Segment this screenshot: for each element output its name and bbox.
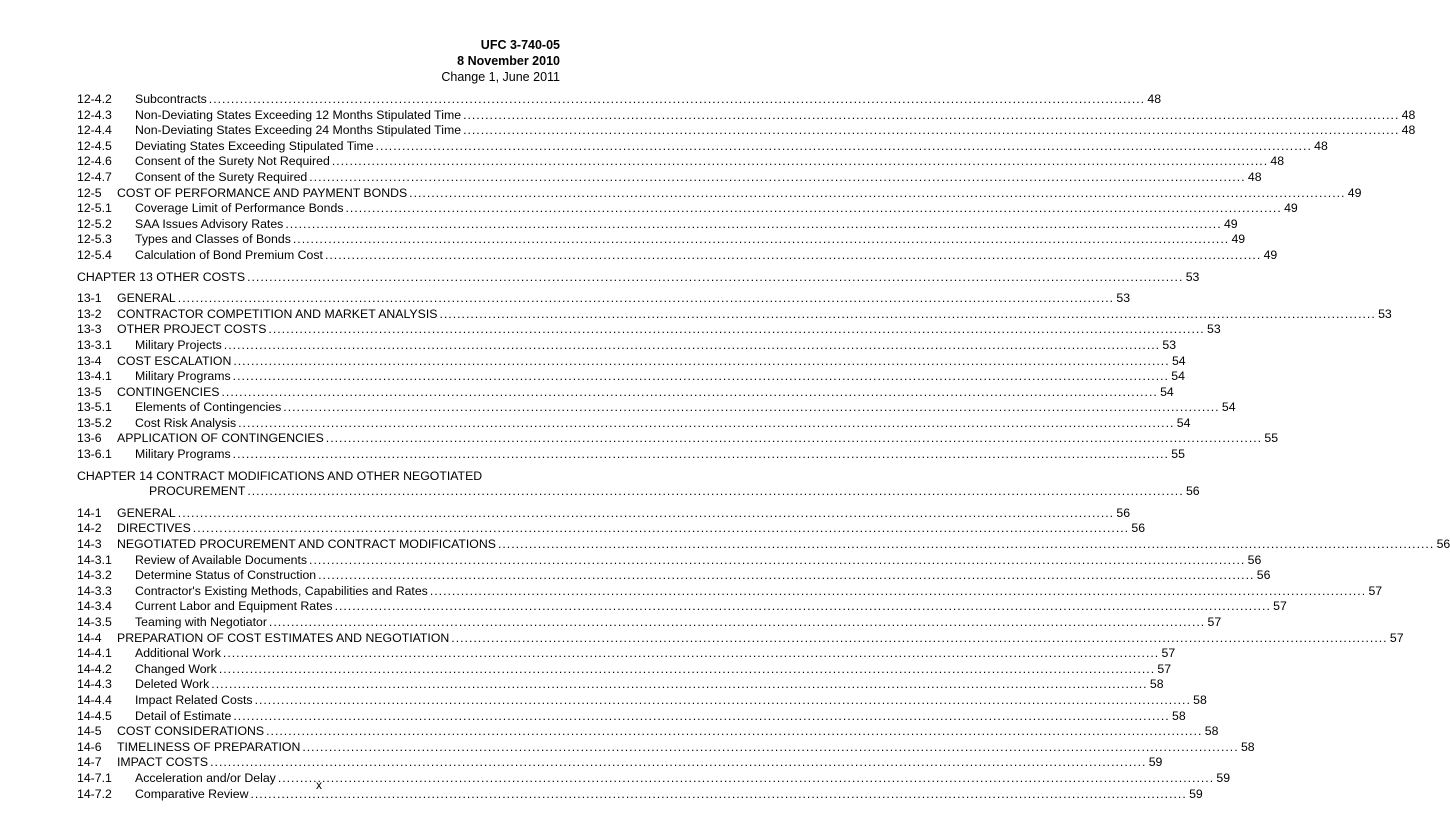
toc-page-number: 49 bbox=[1284, 201, 1298, 216]
toc-section-number: 14-3.3 bbox=[77, 583, 112, 598]
toc-section-title: Coverage Limit of Performance Bonds bbox=[135, 201, 344, 216]
toc-entry[interactable] bbox=[77, 755, 1163, 771]
toc-entry[interactable] bbox=[77, 169, 1262, 186]
toc-entry[interactable] bbox=[77, 216, 1238, 233]
toc-section-number: 14-1 bbox=[77, 505, 102, 520]
toc-section-number: 13-4 bbox=[77, 353, 102, 368]
toc-section-number: 12-5.3 bbox=[77, 232, 112, 247]
toc-section-number: 13-6 bbox=[77, 431, 102, 446]
toc-section-number: 14-3 bbox=[77, 537, 102, 552]
toc-page-number: 56 bbox=[1185, 484, 1200, 499]
toc-section-number: 13-5.2 bbox=[77, 415, 112, 430]
toc-page-number: 54 bbox=[1221, 400, 1236, 415]
toc-page-number: 53 bbox=[1185, 269, 1200, 284]
toc-section-title: Elements of Contingencies bbox=[135, 400, 282, 415]
toc-page-number: 53 bbox=[1207, 322, 1221, 337]
toc-section-number: 13-3 bbox=[77, 322, 102, 337]
toc-section-title: SAA Issues Advisory Rates bbox=[135, 216, 284, 231]
toc-entry[interactable] bbox=[77, 615, 1222, 631]
toc-chapter-14-line2[interactable] bbox=[77, 484, 1200, 500]
toc-section-number: 14-7.2 bbox=[77, 786, 112, 801]
change-notice: Change 1, June 2011 bbox=[441, 70, 560, 84]
toc-page-number: 49 bbox=[1347, 185, 1362, 200]
toc-page-number: 48 bbox=[1247, 169, 1262, 184]
toc-page-number: 58 bbox=[1204, 724, 1219, 739]
toc-section-title: CONTRACTOR COMPETITION AND MARKET ANALYSIS bbox=[117, 306, 438, 321]
toc-section-number: 14-2 bbox=[77, 521, 102, 536]
toc-entry[interactable] bbox=[77, 232, 1246, 248]
toc-entry[interactable] bbox=[77, 568, 1271, 584]
toc-section-title: Detail of Estimate bbox=[135, 708, 232, 723]
toc-entry[interactable] bbox=[77, 107, 1416, 124]
toc-entry[interactable] bbox=[77, 185, 1362, 202]
toc-page-number: 48 bbox=[1314, 138, 1328, 153]
toc-page-number: 55 bbox=[1264, 431, 1279, 446]
toc-section-number: 14-4.2 bbox=[77, 661, 112, 676]
document-id: UFC 3-740-05 bbox=[480, 38, 560, 52]
toc-section-number: 13-5 bbox=[77, 384, 102, 399]
toc-entry[interactable] bbox=[77, 291, 1131, 307]
toc-group-chapter-12 bbox=[77, 92, 1416, 264]
toc-section-number: 14-4.1 bbox=[77, 646, 112, 661]
toc-section-number: 14-3.5 bbox=[77, 615, 112, 629]
toc-section-title: Military Programs bbox=[135, 369, 231, 384]
toc-entry[interactable] bbox=[77, 154, 1285, 170]
toc-page-number: 56 bbox=[1436, 537, 1450, 552]
toc-section-number: 14-4.4 bbox=[77, 692, 112, 707]
toc-section-number: 13-3.1 bbox=[77, 337, 112, 352]
toc-section-number: 12-5 bbox=[77, 185, 102, 200]
toc-entry[interactable] bbox=[77, 384, 1174, 401]
toc-section-title: APPLICATION OF CONTINGENCIES bbox=[117, 431, 324, 446]
toc-section-number: 13-2 bbox=[77, 306, 102, 321]
toc-page-number: 48 bbox=[1401, 123, 1416, 138]
toc-section-title: Subcontracts bbox=[135, 92, 207, 106]
toc-section-number: 13-1 bbox=[77, 291, 102, 306]
toc-entry[interactable] bbox=[77, 599, 1287, 615]
toc-section-title: CONTINGENCIES bbox=[117, 384, 220, 399]
toc-section-title: Teaming with Negotiator bbox=[135, 615, 267, 629]
toc-entry[interactable] bbox=[77, 92, 1162, 108]
toc-page-number: 55 bbox=[1171, 447, 1185, 462]
toc-entry[interactable] bbox=[77, 739, 1255, 756]
toc-section-title: Cost Risk Analysis bbox=[135, 415, 237, 430]
toc-page-number: 58 bbox=[1149, 677, 1164, 692]
toc-section-number: 13-5.1 bbox=[77, 400, 112, 415]
toc-section-number: 14-3.4 bbox=[77, 599, 112, 614]
toc-page-number: 48 bbox=[1147, 92, 1162, 106]
toc-section-title: Deleted Work bbox=[135, 677, 210, 692]
toc-section-number: 12-4.4 bbox=[77, 123, 112, 138]
toc-section-title: Non-Deviating States Exceeding 24 Months Stipulated Time bbox=[135, 123, 462, 138]
toc-section-number: 14-4 bbox=[77, 630, 102, 645]
toc-entry[interactable] bbox=[77, 646, 1176, 662]
toc-section-title: COST CONSIDERATIONS bbox=[117, 724, 265, 739]
page-number-footer: x bbox=[316, 778, 322, 792]
toc-entry[interactable] bbox=[77, 306, 1392, 323]
toc-section-number: 13-6.1 bbox=[77, 447, 112, 462]
table-of-contents bbox=[77, 92, 1450, 802]
toc-section-number: 14-3.2 bbox=[77, 568, 112, 583]
toc-page-number: 54 bbox=[1171, 353, 1186, 368]
toc-page-number: 53 bbox=[1116, 291, 1131, 306]
toc-page-number: 48 bbox=[1270, 154, 1285, 169]
toc-entry[interactable] bbox=[77, 537, 1450, 553]
toc-page-number: 59 bbox=[1148, 755, 1163, 770]
toc-page-number: 58 bbox=[1240, 739, 1255, 754]
toc-page-number: 56 bbox=[1256, 568, 1271, 583]
toc-section-title: COST OF PERFORMANCE AND PAYMENT BONDS bbox=[117, 185, 408, 200]
toc-section-title: Acceleration and/or Delay bbox=[135, 770, 276, 785]
toc-section-number: 14-3.1 bbox=[77, 552, 112, 567]
toc-entry[interactable] bbox=[77, 138, 1328, 155]
toc-section-number: 12-4.6 bbox=[77, 154, 112, 169]
toc-entry[interactable] bbox=[77, 201, 1298, 217]
toc-section-title: Consent of the Surety Required bbox=[135, 169, 308, 184]
toc-section-title: OTHER PROJECT COSTS bbox=[117, 322, 267, 337]
toc-section-title: TIMELINESS OF PREPARATION bbox=[117, 739, 301, 754]
toc-section-title: Calculation of Bond Premium Cost bbox=[135, 247, 323, 262]
toc-entry[interactable] bbox=[77, 400, 1236, 416]
toc-section-title: Review of Available Documents bbox=[135, 552, 308, 567]
toc-section-number: 14-4.5 bbox=[77, 708, 112, 723]
toc-page-number: 54 bbox=[1176, 415, 1191, 430]
toc-page-number: 58 bbox=[1171, 708, 1186, 723]
toc-section-number: 14-5 bbox=[77, 724, 102, 739]
toc-page-number: 54 bbox=[1160, 384, 1174, 399]
toc-section-title: Current Labor and Equipment Rates bbox=[135, 599, 333, 614]
toc-entry[interactable] bbox=[77, 521, 1146, 537]
toc-page-number: 57 bbox=[1389, 630, 1404, 645]
toc-group-chapter-14 bbox=[77, 505, 1450, 802]
toc-section-number: 14-6 bbox=[77, 739, 102, 754]
toc-entry[interactable] bbox=[77, 708, 1186, 725]
toc-section-title: Types and Classes of Bonds bbox=[135, 232, 291, 247]
toc-chapter-title: PROCUREMENT bbox=[149, 484, 246, 499]
toc-page-number: 57 bbox=[1368, 583, 1383, 598]
toc-section-number: 14-7.1 bbox=[77, 770, 112, 785]
toc-section-title: Military Programs bbox=[135, 447, 231, 462]
document-header bbox=[441, 37, 560, 85]
toc-section-title: NEGOTIATED PROCUREMENT AND CONTRACT MODIFICATIONS bbox=[117, 537, 496, 552]
toc-page-number: 49 bbox=[1223, 216, 1238, 231]
toc-section-number: 12-5.2 bbox=[77, 216, 112, 231]
toc-chapter-13[interactable] bbox=[77, 269, 1200, 286]
toc-entry[interactable] bbox=[77, 583, 1383, 600]
toc-page-number: 57 bbox=[1157, 661, 1172, 676]
toc-page-number: 56 bbox=[1116, 505, 1131, 520]
toc-entry[interactable] bbox=[77, 353, 1186, 370]
toc-page-number: 57 bbox=[1273, 599, 1287, 614]
toc-entry[interactable] bbox=[77, 431, 1279, 447]
toc-chapter-14-line1[interactable]: CHAPTER 14 CONTRACT MODIFICATIONS AND OTHER NEGOTIATED bbox=[77, 468, 483, 483]
toc-section-title: Non-Deviating States Exceeding 12 Months Stipulated Time bbox=[135, 107, 462, 122]
toc-section-title: PREPARATION OF COST ESTIMATES AND NEGOTIATION bbox=[117, 630, 450, 645]
toc-page-number: 54 bbox=[1171, 369, 1185, 384]
toc-page-number: 59 bbox=[1189, 786, 1203, 801]
toc-entry[interactable] bbox=[77, 692, 1207, 709]
toc-section-title: Military Projects bbox=[135, 337, 222, 352]
toc-entry[interactable] bbox=[77, 337, 1177, 354]
toc-entry[interactable] bbox=[77, 247, 1278, 264]
toc-entry[interactable] bbox=[77, 630, 1404, 647]
toc-section-title: GENERAL bbox=[117, 291, 176, 306]
toc-section-title: IMPACT COSTS bbox=[117, 755, 209, 770]
toc-section-number: 12-4.5 bbox=[77, 138, 112, 153]
toc-section-number: 12-4.7 bbox=[77, 169, 112, 184]
toc-section-number: 12-4.3 bbox=[77, 107, 112, 122]
toc-entry[interactable] bbox=[77, 415, 1191, 432]
toc-entry[interactable] bbox=[77, 677, 1164, 693]
toc-section-title: Consent of the Surety Not Required bbox=[135, 154, 330, 169]
toc-section-number: 12-5.1 bbox=[77, 201, 112, 216]
toc-page-number: 57 bbox=[1161, 646, 1176, 661]
toc-section-title: Determine Status of Construction bbox=[135, 568, 317, 583]
toc-entry[interactable] bbox=[77, 661, 1172, 678]
toc-page-number: 59 bbox=[1216, 770, 1231, 785]
toc-group-chapter-13 bbox=[77, 291, 1392, 463]
toc-page-number: 49 bbox=[1231, 232, 1246, 247]
toc-section-title: GENERAL bbox=[117, 505, 176, 520]
toc-page-number: 56 bbox=[1247, 552, 1262, 567]
toc-page-number: 57 bbox=[1207, 615, 1222, 629]
toc-entry[interactable] bbox=[77, 369, 1185, 385]
toc-section-number: 12-5.4 bbox=[77, 247, 112, 262]
toc-chapter-title: CHAPTER 13 OTHER COSTS bbox=[77, 269, 246, 284]
toc-section-number: 14-7 bbox=[77, 755, 102, 770]
toc-entry[interactable] bbox=[77, 505, 1131, 522]
toc-section-title: Impact Related Costs bbox=[135, 692, 253, 707]
toc-page-number: 58 bbox=[1193, 692, 1207, 707]
toc-entry[interactable] bbox=[77, 123, 1416, 139]
toc-page-number: 53 bbox=[1162, 337, 1177, 352]
toc-section-number: 13-4.1 bbox=[77, 369, 112, 384]
toc-section-number: 14-4.3 bbox=[77, 677, 112, 692]
toc-entry[interactable] bbox=[77, 322, 1221, 338]
toc-section-title: Changed Work bbox=[135, 661, 217, 676]
toc-page-number: 56 bbox=[1131, 521, 1146, 536]
toc-page-number: 49 bbox=[1263, 247, 1278, 262]
toc-section-title: Deviating States Exceeding Stipulated Time bbox=[135, 138, 374, 153]
toc-section-title: Additional Work bbox=[135, 646, 221, 661]
toc-section-title: Comparative Review bbox=[135, 786, 249, 801]
toc-section-title: COST ESCALATION bbox=[117, 353, 232, 368]
toc-page-number: 48 bbox=[1401, 107, 1416, 122]
document-date: 8 November 2010 bbox=[457, 54, 560, 68]
toc-entry[interactable] bbox=[77, 447, 1185, 463]
toc-entry[interactable] bbox=[77, 552, 1262, 569]
toc-section-title: Contractor's Existing Methods, Capabilities and Rates bbox=[135, 583, 428, 598]
toc-section-title: DIRECTIVES bbox=[117, 521, 191, 536]
toc-entry[interactable] bbox=[77, 724, 1219, 740]
toc-section-number: 12-4.2 bbox=[77, 92, 112, 106]
toc-page-number: 53 bbox=[1378, 306, 1392, 321]
